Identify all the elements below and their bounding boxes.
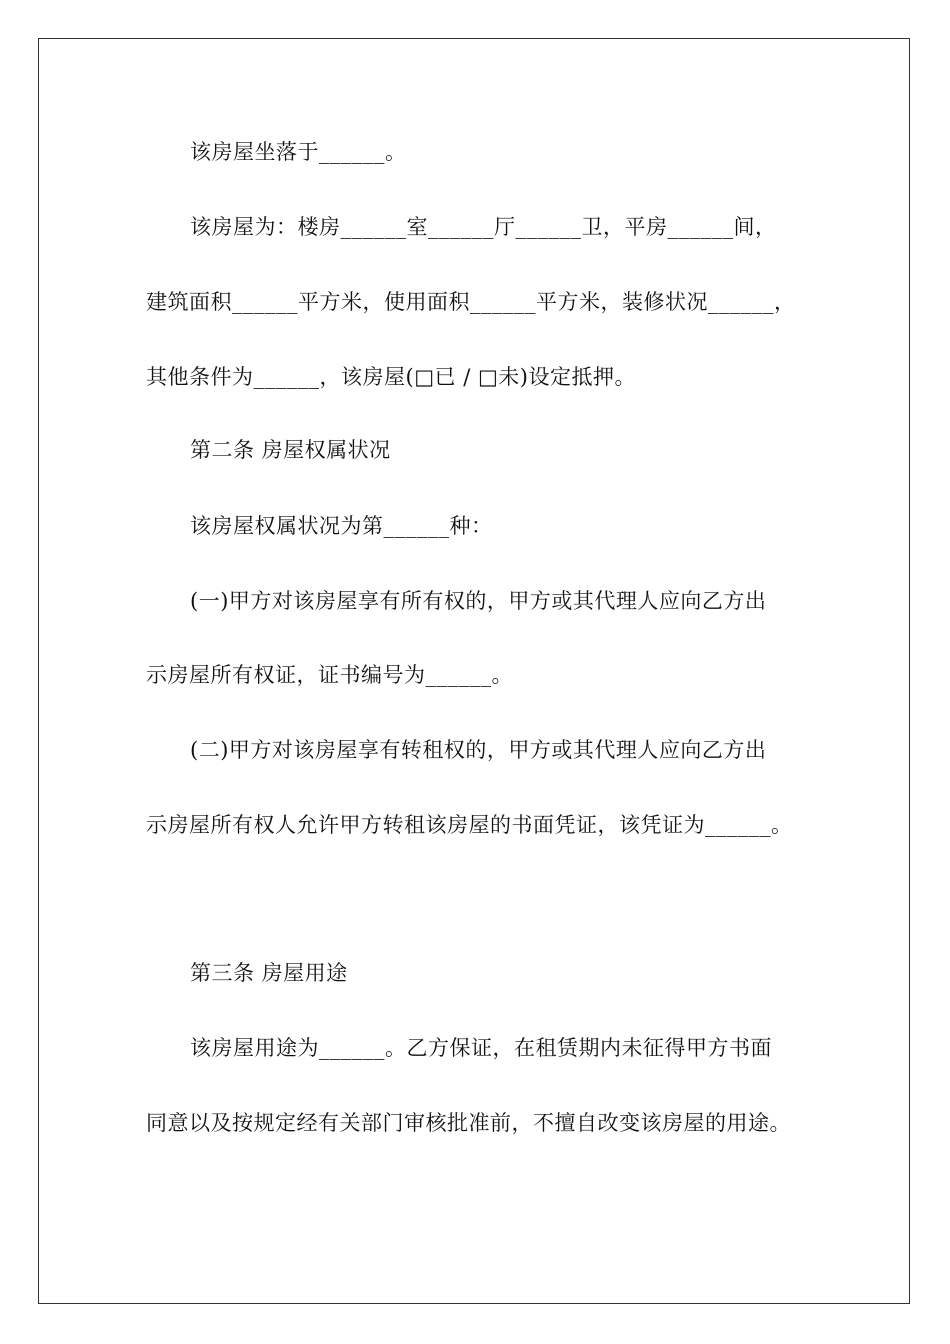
paragraph-area: 建筑面积______平方米，使用面积______平方米，装修状况______， xyxy=(146,290,796,314)
paragraph-house-type: 该房屋为：楼房______室______厅______卫，平房______间， xyxy=(190,215,777,239)
paragraph-ownership-1a: (一)甲方对该房屋享有所有权的，甲方或其代理人应向乙方出 xyxy=(190,589,767,613)
paragraph-location: 该房屋坐落于______。 xyxy=(190,140,407,164)
paragraph-other-conditions: 其他条件为______，该房屋(□已 / □未)设定抵押。 xyxy=(146,365,636,389)
paragraph-ownership-1b: 示房屋所有权证，证书编号为______。 xyxy=(146,663,513,687)
paragraph-usage-b: 同意以及按规定经有关部门审核批准前，不擅自改变该房屋的用途。 xyxy=(146,1111,791,1135)
paragraph-ownership-2b: 示房屋所有权人允许甲方转租该房屋的书面凭证，该凭证为______。 xyxy=(146,813,793,837)
paragraph-usage-a: 该房屋用途为______。乙方保证，在租赁期内未征得甲方书面 xyxy=(190,1036,772,1060)
section-heading-article-2: 第二条 房屋权属状况 xyxy=(190,438,391,462)
paragraph-ownership-2a: (二)甲方对该房屋享有转租权的，甲方或其代理人应向乙方出 xyxy=(190,738,767,762)
paragraph-ownership-type: 该房屋权属状况为第______种： xyxy=(190,514,493,538)
section-heading-article-3: 第三条 房屋用途 xyxy=(190,961,348,985)
